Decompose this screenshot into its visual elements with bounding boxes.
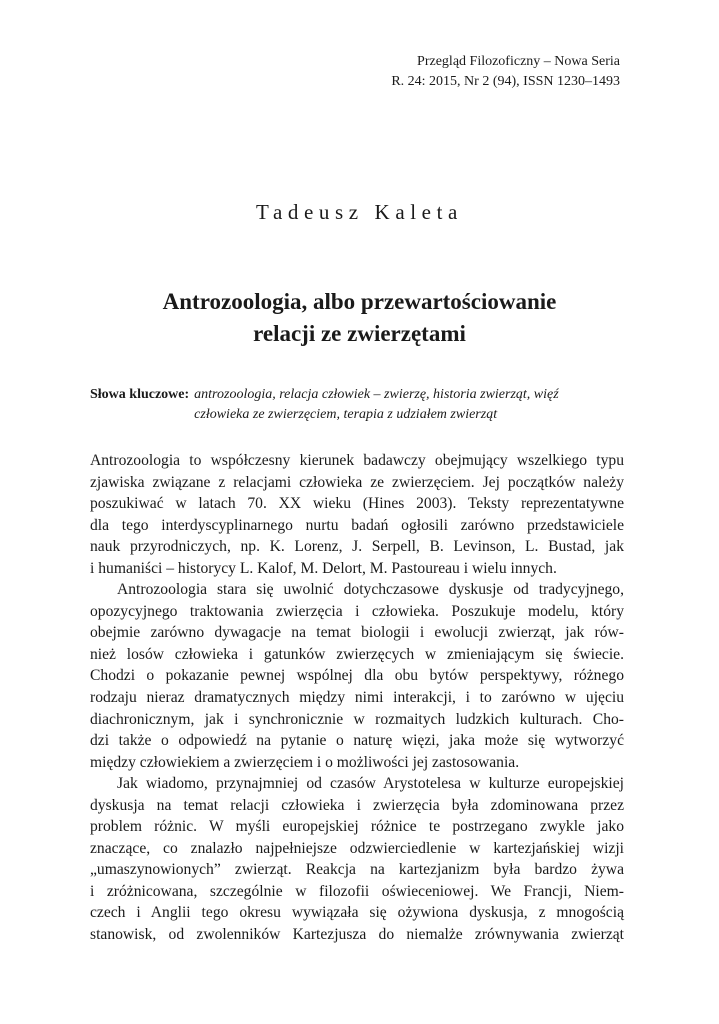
text-line: znaczące, co znalazło najpełniejsze odzwierciedlenie w kartezjańskiej wizji [90, 839, 624, 857]
text-line: obejmie zarówno dywagacje na temat biologii i ewolucji zwierząt, jak rów- [90, 624, 624, 642]
keywords-label: Słowa kluczowe: [90, 387, 190, 402]
title-line: relacji ze zwierzętami [253, 321, 466, 346]
text-line: Antrozoologia stara się uwolnić dotychczasowe dyskusje od tradycyjnego, [117, 581, 624, 599]
text-line: stanowisk, od zwolenników Kartezjusza do niemalże zrównywania zwierząt [90, 926, 624, 944]
journal-header [391, 52, 620, 92]
text-line: poszukiwać w latach 70. XX wieku (Hines 2003). Teksty reprezentatywne [90, 495, 624, 513]
text-line: diachronicznym, jak i synchronicznie w rozmaitych ludzkich kulturach. Cho- [90, 710, 624, 728]
keywords [90, 385, 624, 425]
title-line: Antrozoologia, albo przewartościowanie [162, 289, 557, 314]
paragraph [90, 579, 624, 773]
text-line: zjawiska związane z relacjami człowieka ze zwierzęciem. Jej początków należy [90, 473, 624, 491]
text-line: dyskusja na temat relacji człowieka i zwierzęcia była zdominowana przez [90, 796, 624, 814]
article-body [90, 450, 624, 946]
text-line: nauk przyrodniczych, np. K. Lorenz, J. Serpell, B. Levinson, L. Bustad, jak [90, 538, 624, 556]
text-line: „umaszynowionych” zwierząt. Reakcja na kartezjanizm była bardzo żywa [90, 861, 624, 879]
keywords-line: człowieka ze zwierzęciem, terapia z udziałem zwierząt [194, 407, 498, 422]
text-line: Jak wiadomo, przynajmniej od czasów Arystotelesa w kulturze europejskiej [117, 775, 624, 793]
text-line: i zróżnicowana, szczególnie w filozofii oświeceniowej. We Francji, Niem- [90, 882, 624, 900]
text-line: dla tego interdyscyplinarnego nurtu badań ogłosili zarówno przedstawiciele [90, 516, 624, 534]
text-line: opozycyjnego traktowania zwierzęcia i człowieka. Poszukuje modelu, który [90, 602, 624, 620]
keywords-line: antrozoologia, relacja człowiek – zwierzę, historia zwierząt, więź [194, 387, 559, 402]
text-line: rodzaju nieraz dramatycznych między nimi interakcji, i to zarówno w ujęciu [90, 689, 624, 707]
author-name: Tadeusz Kaleta [256, 200, 463, 224]
text-line: dzi także o odpowiedź na pytanie o naturę więzi, jaka może się wytworzyć [90, 732, 624, 750]
text-line: i humaniści – historycy L. Kalof, M. Delort, M. Pastoureau i wielu innych. [90, 559, 557, 577]
text-line: Antrozoologia to współczesny kierunek badawczy obejmujący wszelkiego typu [90, 452, 624, 469]
journal-issue: R. 24: 2015, Nr 2 (94), ISSN 1230–1493 [391, 74, 620, 89]
text-line: między człowiekiem a zwierzęciem i o możliwości jej zastosowania. [90, 753, 520, 771]
paragraph [90, 450, 624, 579]
paragraph [90, 773, 624, 945]
text-line: problem różnic. W myśli europejskiej różnice te postrzegano zwykle jako [90, 818, 624, 836]
text-line: czech i Anglii tego okresu wywiązała się ożywiona dyskusja, z mnogością [90, 904, 624, 922]
keywords-text [194, 385, 559, 425]
text-line: nież losów człowieka i gatunków zwierzęcych w zmieniającym się świecie. [90, 645, 624, 663]
journal-name: Przegląd Filozoficzny – Nowa Seria [417, 54, 620, 69]
text-line: Chodzi o pokazanie pewnej wspólnej dla obu bytów perspektywy, różnego [90, 667, 624, 685]
article-title [0, 286, 719, 350]
